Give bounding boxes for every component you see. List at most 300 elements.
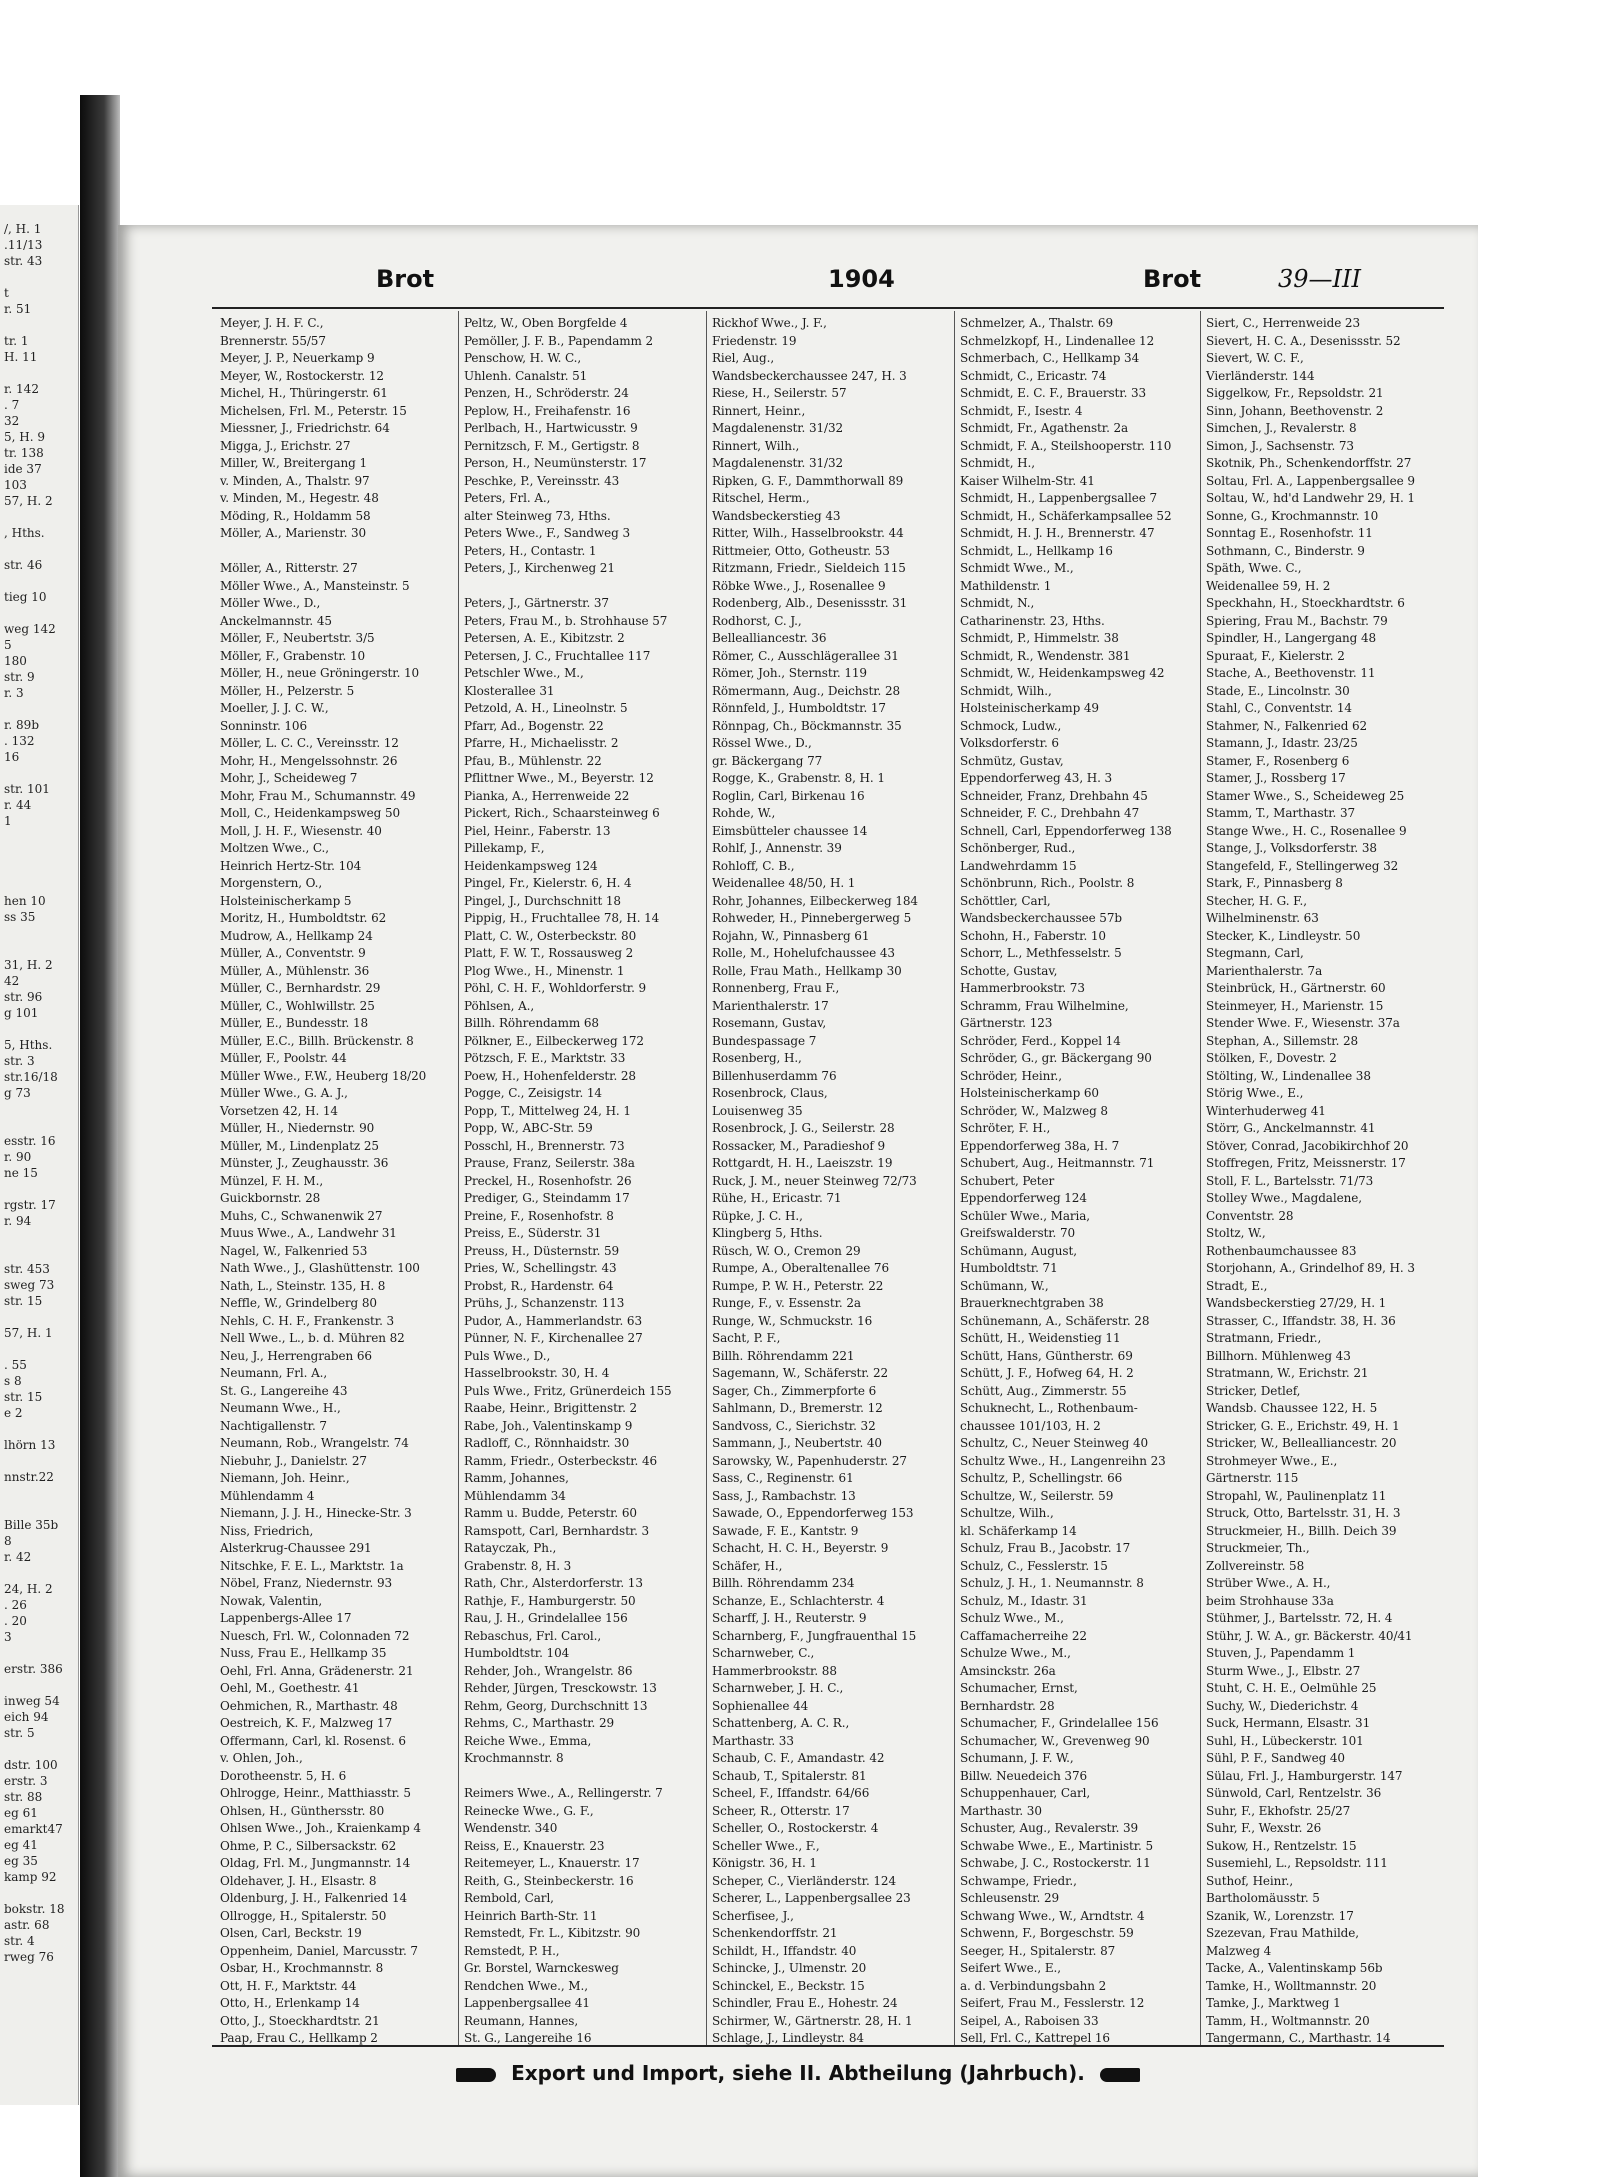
directory-entry: Schäfer, H., <box>712 1558 783 1573</box>
directory-entry: Ohme, P. C., Silbersackstr. 62 <box>220 1838 397 1853</box>
header-year: 1904 <box>828 265 895 293</box>
directory-entry: Miessner, J., Friedrichstr. 64 <box>220 421 390 435</box>
column-divider <box>706 311 707 2045</box>
directory-entry: Wandsbeckerstieg 27/29, H. 1 <box>1206 1296 1387 1310</box>
directory-entry: Schumann, J. F. W., <box>960 1751 1074 1765</box>
directory-entry: Grabenstr. 8, H. 3 <box>464 1558 572 1573</box>
directory-entry: Eppendorferweg 43, H. 3 <box>960 771 1113 785</box>
directory-entry: Prediger, G., Steindamm 17 <box>464 1191 630 1205</box>
directory-entry: Peters, Frau M., b. Strohhause 57 <box>464 613 668 628</box>
directory-entry: Vierländerstr. 144 <box>1206 368 1315 383</box>
directory-entry: Szezevan, Frau Mathilde, <box>1206 1926 1359 1940</box>
directory-entry: Schumacher, Ernst, <box>960 1681 1078 1695</box>
directory-entry: Schuster, Aug., Revalerstr. 39 <box>960 1821 1139 1835</box>
directory-entry: Müller, E.C., Billh. Brückenstr. 8 <box>220 1033 414 1048</box>
directory-entry: Reiss, E., Knauerstr. 23 <box>464 1838 605 1853</box>
directory-entry: Rau, J. H., Grindelallee 156 <box>464 1611 628 1625</box>
previous-page-fragment: nnstr.22 <box>4 1470 54 1484</box>
directory-entry: Remstedt, P. H., <box>464 1943 560 1958</box>
directory-entry: Ritzmann, Friedr., Sieldeich 115 <box>712 561 906 575</box>
directory-entry: Müller Wwe., F.W., Heuberg 18/20 <box>220 1068 427 1083</box>
directory-entry: Möller, F., Neubertstr. 3/5 <box>220 631 375 645</box>
previous-page-fragment: str. 96 <box>4 990 43 1004</box>
directory-entry: Stamann, J., Idastr. 23/25 <box>1206 736 1358 750</box>
directory-entry: Schattenberg, A. C. R., <box>712 1716 850 1730</box>
header-right-keyword: Brot <box>1143 265 1202 293</box>
directory-entry: Spindler, H., Langergang 48 <box>1206 631 1377 645</box>
directory-entry: Rohlf, J., Annenstr. 39 <box>712 841 842 855</box>
directory-entry: Stamer, J., Rossberg 17 <box>1206 771 1346 785</box>
column-1 <box>216 315 456 2045</box>
directory-entry: Pfarre, H., Michaelisstr. 2 <box>464 736 619 750</box>
directory-entry: Scharnweber, C., <box>712 1646 815 1660</box>
directory-entry: Schorr, L., Methfesselstr. 5 <box>960 946 1122 960</box>
previous-page-fragment <box>0 1565 78 1581</box>
page-footer <box>118 2061 1478 2085</box>
directory-entry: Schmütz, Gustav, <box>960 753 1064 768</box>
directory-entry: Holsteinischerkamp 60 <box>960 1086 1099 1100</box>
previous-page-fragment: bokstr. 18 <box>4 1902 65 1916</box>
directory-entry: Louisenweg 35 <box>712 1103 803 1118</box>
directory-entry: Tangermann, C., Marthastr. 14 <box>1206 2031 1391 2045</box>
directory-entry: St. G., Langereihe 16 <box>464 2031 592 2045</box>
directory-entry: Schincke, J., Ulmenstr. 20 <box>712 1961 867 1975</box>
directory-entry: Schwang Wwe., W., Arndtstr. 4 <box>960 1908 1145 1923</box>
directory-entry: Riese, H., Seilerstr. 57 <box>712 386 847 400</box>
directory-entry: Magdalenenstr. 31/32 <box>712 456 844 470</box>
directory-entry: Bellealliancestr. 36 <box>712 631 827 645</box>
directory-entry: Rohweder, H., Pinnebergerweg 5 <box>712 911 912 925</box>
directory-entry: Möller Wwe., A., Mansteinstr. 5 <box>220 578 410 593</box>
previous-page-fragment: . 26 <box>4 1598 27 1612</box>
directory-entry <box>460 1768 700 1786</box>
directory-entry: Catharinenstr. 23, Hths. <box>960 613 1105 628</box>
directory-entry: Sülau, Frl. J., Hamburgerstr. 147 <box>1206 1768 1403 1783</box>
directory-entry: Susemiehl, L., Repsoldstr. 111 <box>1206 1856 1388 1870</box>
directory-entry: Meyer, J. H. F. C., <box>220 316 324 330</box>
directory-entry: Platt, C. W., Osterbeckstr. 80 <box>464 928 637 943</box>
directory-entry: Schmidt, R., Wendenstr. 381 <box>960 648 1131 663</box>
directory-entry: Alsterkrug-Chaussee 291 <box>220 1541 372 1555</box>
directory-entry: Schmelzer, A., Thalstr. 69 <box>960 316 1113 330</box>
directory-entry: Scheel, F., Iffandstr. 64/66 <box>712 1786 870 1800</box>
directory-entry: Schultz Wwe., H., Langenreihn 23 <box>960 1453 1166 1468</box>
directory-entry: Simon, J., Sachsenstr. 73 <box>1206 438 1354 453</box>
directory-entry: Scharff, J. H., Reuterstr. 9 <box>712 1611 867 1625</box>
previous-page-fragment <box>0 1229 78 1245</box>
previous-page-fragment: 180 <box>4 654 27 668</box>
directory-entry: Holsteinischerkamp 49 <box>960 701 1099 715</box>
directory-entry: Hammerbrookstr. 88 <box>712 1663 837 1678</box>
directory-entry: a. d. Verbindungsbahn 2 <box>960 1978 1107 1993</box>
directory-entry: Ohlsen, H., Günthersstr. 80 <box>220 1803 385 1818</box>
directory-entry: Ritschel, Herm., <box>712 491 810 505</box>
directory-entry: Pöhl, C. H. F., Wohldorferstr. 9 <box>464 981 647 995</box>
directory-entry: Sophienallee 44 <box>712 1698 809 1713</box>
directory-entry: Ritter, Wilh., Hasselbrookstr. 44 <box>712 526 904 540</box>
directory-entry: Mudrow, A., Hellkamp 24 <box>220 928 373 943</box>
previous-page-fragment <box>0 1485 78 1501</box>
directory-entry: Schmidt, F., Isestr. 4 <box>960 403 1083 418</box>
directory-entry: Ohlsen Wwe., Joh., Kraienkamp 4 <box>220 1821 421 1835</box>
directory-entry: Soltau, Frl. A., Lappenbergsallee 9 <box>1206 473 1415 488</box>
directory-entry: Schmock, Ludw., <box>960 718 1062 733</box>
directory-entry: Pickert, Rich., Schaarsteinweg 6 <box>464 806 660 820</box>
previous-page-fragment: str. 15 <box>4 1294 43 1308</box>
directory-entry: Ramm, Friedr., Osterbeckstr. 46 <box>464 1453 658 1468</box>
directory-entry: Schacht, H. C. H., Beyerstr. 9 <box>712 1541 889 1555</box>
directory-entry: Ratayczak, Ph., <box>464 1541 557 1555</box>
directory-entry: Tacke, A., Valentinskamp 56b <box>1206 1961 1383 1975</box>
directory-entry: kl. Schäferkamp 14 <box>960 1523 1077 1538</box>
directory-entry: Miller, W., Breitergang 1 <box>220 456 367 470</box>
directory-entry: Seifert, Frau M., Fesslerstr. 12 <box>960 1996 1145 2010</box>
previous-page-fragment: inweg 54 <box>4 1694 60 1708</box>
directory-entry: Landwehrdamm 15 <box>960 858 1077 873</box>
directory-entry: Suck, Hermann, Elsastr. 31 <box>1206 1716 1371 1730</box>
directory-entry: Brennerstr. 55/57 <box>220 333 326 348</box>
previous-page-fragment: erstr. 3 <box>4 1774 48 1788</box>
previous-page-fragment: e 2 <box>4 1406 23 1420</box>
directory-entry: Sturm Wwe., J., Elbstr. 27 <box>1206 1663 1361 1678</box>
directory-entry: Stoffregen, Fritz, Meissnerstr. 17 <box>1206 1156 1406 1170</box>
directory-entry: Stühmer, J., Bartelsstr. 72, H. 4 <box>1206 1611 1393 1625</box>
directory-entry: Nuesch, Frl. W., Colonnaden 72 <box>220 1628 410 1643</box>
previous-page-fragment: eg 61 <box>4 1806 38 1820</box>
directory-entry: Sonntag E., Rosenhofstr. 11 <box>1206 526 1373 540</box>
directory-entry: Schubert, Aug., Heitmannstr. 71 <box>960 1156 1155 1170</box>
directory-entry: Poew, H., Hohenfelderstr. 28 <box>464 1068 636 1083</box>
directory-entry: Pötzsch, F. E., Marktstr. 33 <box>464 1051 626 1065</box>
directory-entry: Peters, J., Kirchenweg 21 <box>464 561 615 575</box>
column-3 <box>708 315 948 2045</box>
directory-entry: Schütt, J. F., Hofweg 64, H. 2 <box>960 1366 1134 1380</box>
directory-entry: Schulz, Frau B., Jacobstr. 17 <box>960 1541 1131 1555</box>
directory-entry: Petersen, A. E., Kibitzstr. 2 <box>464 631 625 645</box>
directory-entry: Siert, C., Herrenweide 23 <box>1206 316 1360 330</box>
directory-entry: Billw. Neuedeich 376 <box>960 1768 1088 1783</box>
directory-entry: Peters, Frl. A., <box>464 491 551 505</box>
directory-entry: Mühlendamm 34 <box>464 1488 566 1503</box>
previous-page-fragment <box>0 1421 78 1437</box>
directory-entry: Rath, Chr., Alsterdorferstr. 13 <box>464 1576 643 1590</box>
directory-entry: Schümann, W., <box>960 1278 1049 1293</box>
directory-entry: Reitemeyer, L., Knauerstr. 17 <box>464 1856 640 1870</box>
directory-entry: Schmidt, H., Schäferkampsallee 52 <box>960 508 1172 523</box>
directory-entry: Otto, J., Stoeckhardtstr. 21 <box>220 2013 380 2028</box>
previous-page-fragment: hen 10 <box>4 894 46 908</box>
directory-entry: Moltzen Wwe., C., <box>220 841 329 855</box>
directory-entry: Humboldtstr. 71 <box>960 1261 1058 1275</box>
directory-entry: Person, H., Neumünsterstr. 17 <box>464 456 647 470</box>
directory-entry: Königstr. 36, H. 1 <box>712 1856 817 1870</box>
previous-page-fragment: 103 <box>4 478 27 492</box>
directory-entry: Moritz, H., Humboldtstr. 62 <box>220 911 387 925</box>
directory-entry: Volksdorferstr. 6 <box>960 736 1059 750</box>
directory-entry: Sothmann, C., Binderstr. 9 <box>1206 543 1365 558</box>
directory-entry: Rönnfeld, J., Humboldtstr. 17 <box>712 701 886 715</box>
directory-entry: Puls Wwe., D., <box>464 1348 551 1363</box>
directory-entry: Peltz, W., Oben Borgfelde 4 <box>464 316 628 330</box>
directory-entry: Müller, M., Lindenplatz 25 <box>220 1138 379 1153</box>
directory-entry: Reinecke Wwe., G. F., <box>464 1803 594 1818</box>
directory-entry: Meyer, J. P., Neuerkamp 9 <box>220 351 375 365</box>
directory-entry: Stade, E., Lincolnstr. 30 <box>1206 683 1350 698</box>
previous-page-fragment: str. 15 <box>4 1390 43 1404</box>
previous-page-fragment <box>0 365 78 381</box>
directory-entry: Simchen, J., Revalerstr. 8 <box>1206 421 1357 435</box>
previous-page-fragment: , Hths. <box>4 526 45 540</box>
directory-entry: gr. Bäckergang 77 <box>712 753 823 768</box>
directory-entry: Suhl, H., Lübeckerstr. 101 <box>1206 1733 1364 1748</box>
directory-entry: Rosenberg, H., <box>712 1051 802 1065</box>
previous-page-fragment <box>0 1101 78 1117</box>
previous-page-fragment: 8 <box>4 1534 12 1548</box>
directory-entry: Mathildenstr. 1 <box>960 578 1052 593</box>
directory-entry: Schlage, J., Lindleystr. 84 <box>712 2031 864 2045</box>
previous-page-fragment: lhörn 13 <box>4 1438 56 1452</box>
directory-entry: Rühe, H., Ericastr. 71 <box>712 1191 842 1205</box>
directory-entry: Schmelzkopf, H., Lindenallee 12 <box>960 333 1155 348</box>
pointing-hand-right-icon <box>1100 2068 1140 2082</box>
directory-entry: Rabe, Joh., Valentinskamp 9 <box>464 1418 633 1433</box>
directory-entry: Morgenstern, O., <box>220 876 323 890</box>
directory-entry: Offermann, Carl, kl. Rosenst. 6 <box>220 1733 406 1748</box>
directory-entry: Störig Wwe., E., <box>1206 1086 1304 1100</box>
directory-entry: Stühr, J. W. A., gr. Bäckerstr. 40/41 <box>1206 1628 1413 1643</box>
directory-entry: Schulze Wwe., M., <box>960 1646 1071 1660</box>
directory-entry: Perlbach, H., Hartwicusstr. 9 <box>464 421 638 435</box>
directory-entry: Niemann, Joh. Heinr., <box>220 1471 350 1485</box>
directory-entry: Eimsbütteler chaussee 14 <box>712 823 868 838</box>
directory-entry: Penzen, H., Schröderstr. 24 <box>464 386 629 400</box>
directory-entry: Schütt, Hans, Güntherstr. 69 <box>960 1348 1133 1363</box>
directory-entry: Schulz, J. H., 1. Neumannstr. 8 <box>960 1576 1144 1590</box>
directory-entry: Schröter, F. H., <box>960 1121 1051 1135</box>
directory-entry: Schwabe, J. C., Rostockerstr. 11 <box>960 1856 1151 1870</box>
directory-entry: Oldenburg, J. H., Falkenried 14 <box>220 1891 408 1905</box>
directory-entry: Pemöller, J. F. B., Papendamm 2 <box>464 333 654 348</box>
directory-entry: Osbar, H., Krochmannstr. 8 <box>220 1961 384 1975</box>
directory-entry: Stricker, W., Bellealliancestr. 20 <box>1206 1436 1397 1450</box>
directory-entry: Plog Wwe., H., Minenstr. 1 <box>464 963 625 978</box>
directory-entry: Neumann, Rob., Wrangelstr. 74 <box>220 1436 409 1450</box>
directory-entry: Pernitzsch, F. M., Gertigstr. 8 <box>464 438 640 453</box>
directory-entry: Schwenn, F., Borgeschstr. 59 <box>960 1926 1134 1940</box>
directory-entry: Stricker, G. E., Erichstr. 49, H. 1 <box>1206 1418 1400 1433</box>
directory-entry: Kaiser Wilhelm-Str. 41 <box>960 473 1095 488</box>
previous-page-fragment: 32 <box>4 414 20 428</box>
previous-page-fragment <box>0 573 78 589</box>
directory-entry: Schulz, C., Fesslerstr. 15 <box>960 1558 1108 1573</box>
header-left-keyword: Brot <box>376 265 435 293</box>
directory-entry: Schuppenhauer, Carl, <box>960 1786 1091 1800</box>
directory-entry: Olsen, Carl, Beckstr. 19 <box>220 1926 362 1940</box>
directory-entry: Hammerbrookstr. 73 <box>960 981 1085 995</box>
directory-entry: Schmidt, H., <box>960 456 1035 470</box>
directory-entry: Pillekamp, F., <box>464 841 545 855</box>
directory-entry: Rehm, Georg, Durchschnitt 13 <box>464 1698 648 1713</box>
previous-page-fragment <box>0 1885 78 1901</box>
directory-entry: Holsteinischerkamp 5 <box>220 893 352 908</box>
previous-page-fragment <box>0 1677 78 1693</box>
directory-entry: Raabe, Heinr., Brigittenstr. 2 <box>464 1401 638 1415</box>
directory-entry: Schleusenstr. 29 <box>960 1891 1060 1905</box>
directory-entry: Rojahn, W., Pinnasberg 61 <box>712 928 870 943</box>
previous-page-edge <box>0 205 79 2105</box>
directory-entry: Rembold, Carl, <box>464 1891 554 1905</box>
directory-entry: Ripken, G. F., Dammthorwall 89 <box>712 473 904 488</box>
directory-entry: Amsinckstr. 26a <box>960 1663 1056 1678</box>
directory-entry: Lappenbergsallee 41 <box>464 1996 590 2010</box>
directory-entry: Krochmannstr. 8 <box>464 1751 564 1765</box>
previous-page-fragment: s 8 <box>4 1374 22 1388</box>
previous-page-fragment: eich 94 <box>4 1710 49 1724</box>
previous-page-fragment: str.16/18 <box>4 1070 58 1084</box>
directory-entry: Rosemann, Gustav, <box>712 1016 827 1030</box>
directory-entry: Stamer, F., Rosenberg 6 <box>1206 753 1350 768</box>
directory-entry: Rogge, K., Grabenstr. 8, H. 1 <box>712 771 885 785</box>
previous-page-fragment: tieg 10 <box>4 590 47 604</box>
directory-entry: Rodhorst, C. J., <box>712 613 802 628</box>
directory-entry: Oehl, Frl. Anna, Grädenerstr. 21 <box>220 1663 414 1678</box>
directory-entry: Nowak, Valentin, <box>220 1593 323 1608</box>
directory-entry: Röbke Wwe., J., Rosenallee 9 <box>712 578 886 593</box>
directory-entry: beim Strohhause 33a <box>1206 1593 1334 1608</box>
directory-entry: Rosenbrock, Claus, <box>712 1086 828 1100</box>
directory-entry: Preuss, H., Düsternstr. 59 <box>464 1243 620 1258</box>
directory-entry: Sievert, W. C. F., <box>1206 351 1304 365</box>
directory-entry: Stölting, W., Lindenallee 38 <box>1206 1068 1371 1083</box>
previous-page-fragment: esstr. 16 <box>4 1134 56 1148</box>
previous-page-fragment: r. 44 <box>4 798 32 812</box>
previous-page-fragment: r. 89b <box>4 718 39 732</box>
directory-entry: Schildt, H., Iffandstr. 40 <box>712 1943 857 1958</box>
directory-entry: Ott, H. F., Marktstr. 44 <box>220 1978 357 1993</box>
directory-entry: Wilhelminenstr. 63 <box>1206 911 1319 925</box>
directory-entry: Suthof, Heinr., <box>1206 1873 1294 1888</box>
previous-page-fragment <box>0 941 78 957</box>
directory-entry: Peplow, H., Freihafenstr. 16 <box>464 403 631 418</box>
directory-entry: Klingberg 5, Hths. <box>712 1226 823 1240</box>
directory-entry: Schröder, G., gr. Bäckergang 90 <box>960 1051 1152 1065</box>
directory-entry: Marienthalerstr. 17 <box>712 998 829 1013</box>
previous-page-fragment: 16 <box>4 750 20 764</box>
directory-entry: Neumann Wwe., H., <box>220 1401 341 1415</box>
directory-entry: Sammann, J., Neubertstr. 40 <box>712 1436 882 1450</box>
previous-page-fragment: ide 37 <box>4 462 42 476</box>
directory-entry: Rüpke, J. C. H., <box>712 1208 803 1223</box>
directory-entry: Soltau, W., hd'd Landwehr 29, H. 1 <box>1206 491 1415 505</box>
directory-entry: Wandsb. Chaussee 122, H. 5 <box>1206 1401 1378 1415</box>
directory-entry: Stölken, F., Dovestr. 2 <box>1206 1051 1337 1065</box>
previous-page-fragment <box>0 1021 78 1037</box>
previous-page-fragment <box>0 701 78 717</box>
directory-entry: Oehmichen, R., Marthastr. 48 <box>220 1698 398 1713</box>
directory-entry: Sarowsky, W., Papenhuderstr. 27 <box>712 1453 907 1468</box>
directory-entry: Petschler Wwe., M., <box>464 666 584 680</box>
directory-entry: Pfau, B., Mühlenstr. 22 <box>464 753 602 768</box>
directory-entry: Sahlmann, D., Bremerstr. 12 <box>712 1401 883 1415</box>
directory-entry: Scherer, L., Lappenbergsallee 23 <box>712 1891 911 1905</box>
column-divider <box>458 311 459 2045</box>
directory-entry: Schröder, Heinr., <box>960 1068 1062 1083</box>
directory-entry: Rehms, C., Marthastr. 29 <box>464 1716 615 1730</box>
directory-entry: Strasser, C., Iffandstr. 38, H. 36 <box>1206 1313 1396 1328</box>
previous-page-fragment: r. 90 <box>4 1150 32 1164</box>
directory-entry: Stamm, T., Marthastr. 37 <box>1206 806 1356 820</box>
directory-entry: Brauerknechtgraben 38 <box>960 1296 1104 1310</box>
directory-entry: Nath, L., Steinstr. 135, H. 8 <box>220 1278 386 1293</box>
previous-page-fragment: . 20 <box>4 1614 27 1628</box>
directory-entry: Schmidt Wwe., M., <box>960 561 1074 575</box>
previous-page-fragment <box>0 1645 78 1661</box>
directory-entry: Störr, G., Anckelmannstr. 41 <box>1206 1121 1376 1135</box>
directory-entry: Schuknecht, L., Rothenbaum- <box>960 1401 1138 1415</box>
directory-entry: Rendchen Wwe., M., <box>464 1978 588 1993</box>
directory-entry: Müller Wwe., G. A. J., <box>220 1086 348 1100</box>
directory-entry: Rebaschus, Frl. Carol., <box>464 1628 602 1643</box>
previous-page-fragment: tr. 138 <box>4 446 44 460</box>
previous-page-fragment: . 132 <box>4 734 35 748</box>
directory-entry: Rodenberg, Alb., Desenissstr. 31 <box>712 596 908 610</box>
directory-entry: Peters Wwe., F., Sandweg 3 <box>464 526 631 540</box>
directory-entry: Schöttler, Carl, <box>960 893 1051 908</box>
directory-entry: Stoltz, W., <box>1206 1226 1266 1240</box>
directory-entry: Rosenbrock, J. G., Seilerstr. 28 <box>712 1121 895 1135</box>
directory-entry: Sawade, O., Eppendorferweg 153 <box>712 1506 914 1520</box>
directory-entry: Stöver, Conrad, Jacobikirchhof 20 <box>1206 1138 1409 1153</box>
directory-entry: Stropahl, W., Paulinenplatz 11 <box>1206 1488 1387 1503</box>
directory-entry: Schmidt, H. J. H., Brennerstr. 47 <box>960 526 1155 540</box>
directory-entry: Niss, Friedrich, <box>220 1523 314 1538</box>
directory-entry: Reiche Wwe., Emma, <box>464 1733 592 1748</box>
column-divider <box>1200 311 1201 2045</box>
previous-page-fragment: str. 9 <box>4 670 35 684</box>
directory-entry: Struck, Otto, Bartelsstr. 31, H. 3 <box>1206 1506 1401 1520</box>
directory-entry: Tamke, J., Marktweg 1 <box>1206 1996 1341 2010</box>
previous-page-fragment: r. 51 <box>4 302 32 316</box>
previous-page-fragment: r. 3 <box>4 686 24 700</box>
directory-entry: Schubert, Peter <box>960 1173 1055 1188</box>
directory-entry: Pingel, J., Durchschnitt 18 <box>464 893 621 908</box>
directory-entry: Sinn, Johann, Beethovenstr. 2 <box>1206 403 1384 418</box>
previous-page-fragment: eg 41 <box>4 1838 38 1852</box>
directory-entry: Marthastr. 30 <box>960 1803 1042 1818</box>
directory-entry: Niemann, J. J. H., Hinecke-Str. 3 <box>220 1506 412 1520</box>
directory-entry: Müller, H., Niedernstr. 90 <box>220 1121 375 1135</box>
previous-page-fragment: ss 35 <box>4 910 36 924</box>
directory-entry <box>216 543 456 561</box>
directory-entry: Stange Wwe., H. C., Rosenallee 9 <box>1206 823 1407 838</box>
directory-entry: Stegmann, Carl, <box>1206 946 1304 960</box>
previous-page-fragment: H. 11 <box>4 350 38 364</box>
directory-entry: Tamm, H., Woltmannstr. 20 <box>1206 2013 1370 2028</box>
directory-entry: chaussee 101/103, H. 2 <box>960 1418 1101 1433</box>
directory-entry: Humboldtstr. 104 <box>464 1646 570 1660</box>
directory-entry: Möller, H., Pelzerstr. 5 <box>220 683 355 698</box>
directory-entry: Pries, W., Schellingstr. 43 <box>464 1261 617 1275</box>
directory-entry: Schwabe Wwe., E., Martinistr. 5 <box>960 1838 1154 1853</box>
directory-entry: Sell, Frl. C., Kattrepel 16 <box>960 2031 1110 2045</box>
directory-entry: Stuven, J., Papendamm 1 <box>1206 1646 1356 1660</box>
directory-entry: Schmidt, E. C. F., Brauerstr. 33 <box>960 386 1147 400</box>
directory-entry: Scherfisee, J., <box>712 1908 794 1923</box>
directory-entry: Schünemann, A., Schäferstr. 28 <box>960 1313 1150 1328</box>
directory-entry: Pölkner, E., Eilbeckerweg 172 <box>464 1033 644 1048</box>
previous-page-fragment: . 7 <box>4 398 20 412</box>
previous-page-fragment: g 101 <box>4 1006 39 1020</box>
